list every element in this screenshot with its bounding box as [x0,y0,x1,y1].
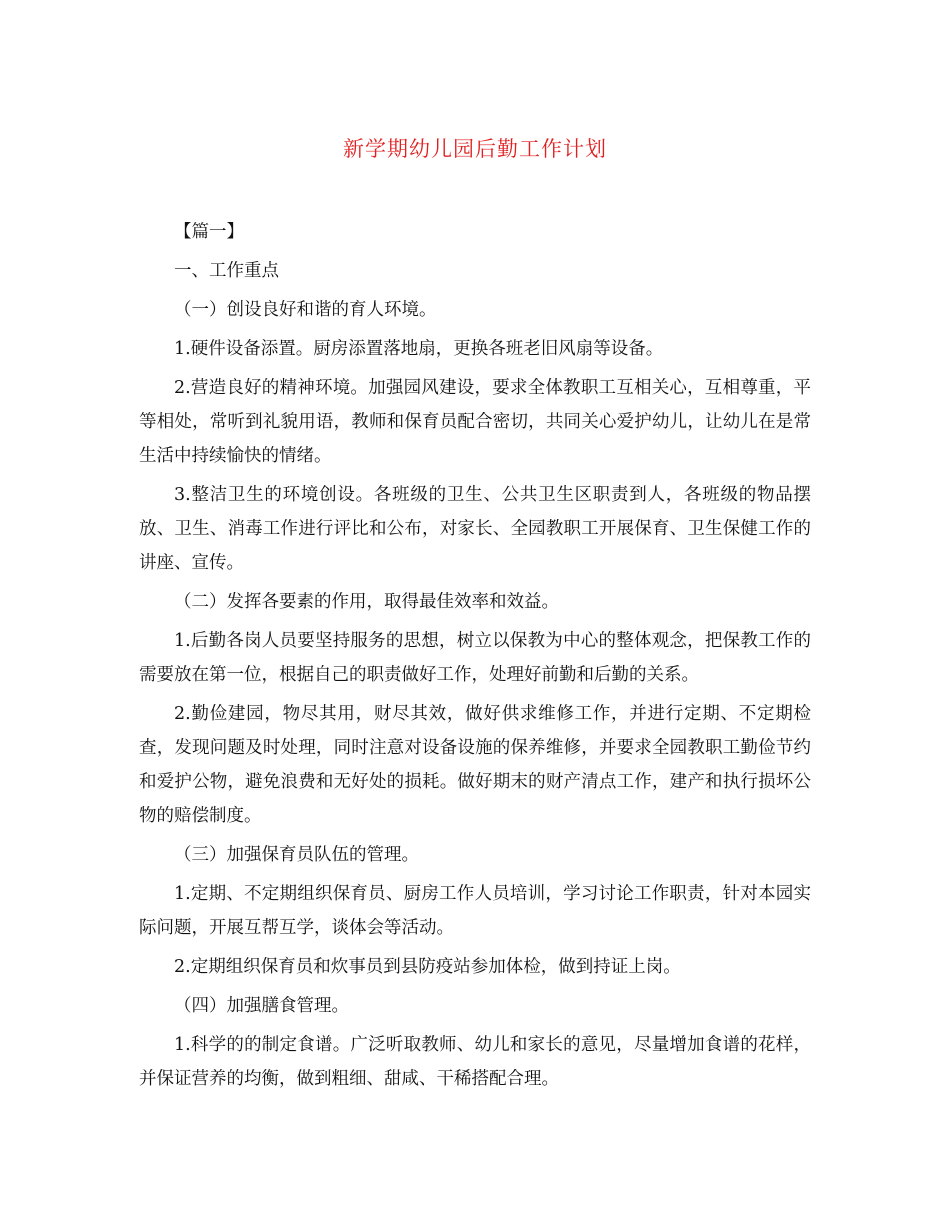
paragraph: 2.定期组织保育员和炊事员到县防疫站参加体检，做到持证上岗。 [174,957,681,977]
subsection-heading: （一）创设良好和谐的育人环境。 [174,300,437,320]
paragraph: 1.硬件设备添置。厨房添置落地扇，更换各班老旧风扇等设备。 [174,339,664,359]
paragraph: 1.定期、不定期组织保育员、厨房工作人员培训，学习讨论工作职责，针对本园实际问题，开展互帮互学，谈体会等活动。 [139,884,811,938]
paragraph: 1.后勤各岗人员要坚持服务的思想，树立以保教为中心的整体观念，把保教工作的需要放在第一位，根据自己的职责做好工作，处理好前勤和后勤的关系。 [139,631,811,685]
section-heading: 【篇一】 [174,222,244,242]
chapter-heading: 一、工作重点 [174,261,279,281]
paragraph: 1.科学的的制定食谱。广泛听取教师、幼儿和家长的意见，尽量增加食谱的花样，并保证营养的均衡，做到粗细、甜咸、干稀搭配合理。 [139,1035,811,1089]
subsection-heading: （四）加强膳食管理。 [174,996,349,1016]
paragraph: 2.营造良好的精神环境。加强园风建设，要求全体教职工互相关心，互相尊重，平等相处，常听到礼貌用语，教师和保育员配合密切，共同关心爱护幼儿，让幼儿在是常生活中持续愉快的情绪。 [139,378,811,466]
document-title: 新学期幼儿园后勤工作计划 [343,137,607,161]
paragraph: 3.整洁卫生的环境创设。各班级的卫生、公共卫生区职责到人，各班级的物品摆放、卫生、消毒工作进行评比和公布，对家长、全园教职工开展保育、卫生保健工作的讲座、宣传。 [139,485,811,573]
subsection-heading: （三）加强保育员队伍的管理。 [174,845,419,865]
paragraph: 2.勤俭建园，物尽其用，财尽其效，做好供求维修工作，并进行定期、不定期检查，发现问题及时处理，同时注意对设备设施的保养维修，并要求全园教职工勤俭节约和爱护公物，避免浪费和无好处的损耗。做好期末的财产清点工作，建产和执行损坏公物的赔偿制度。 [139,704,811,826]
subsection-heading: （二）发挥各要素的作用，取得最佳效率和效益。 [174,592,559,612]
document-body [139,215,811,1101]
